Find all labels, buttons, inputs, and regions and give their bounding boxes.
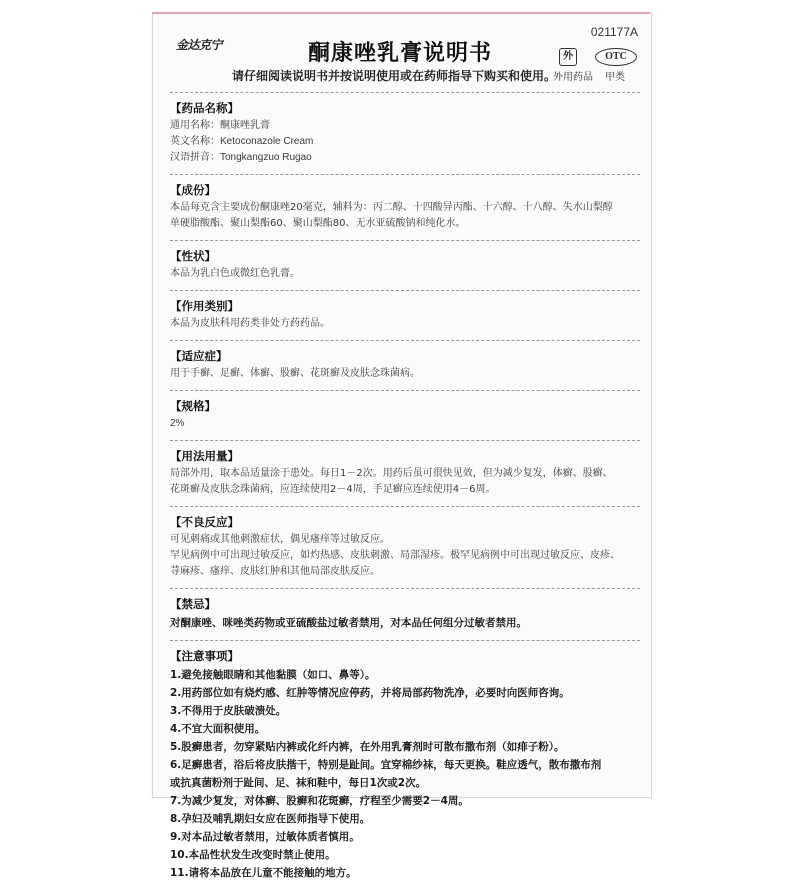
precaution-item: 11.请将本品放在儿童不能接触的地方。 bbox=[170, 867, 357, 879]
document-body bbox=[170, 92, 640, 890]
section-heading: 【作用类别】 bbox=[170, 299, 239, 313]
section-line: 本品为乳白色或微红色乳膏。 bbox=[170, 268, 300, 279]
section-heading: 【禁忌】 bbox=[170, 597, 216, 611]
section-divider bbox=[170, 588, 640, 590]
section-divider bbox=[170, 174, 640, 176]
section-heading: 【注意事项】 bbox=[170, 649, 239, 663]
brand-logo: 金达克宁 bbox=[176, 38, 223, 52]
precaution-item: 10.本品性状发生改变时禁止使用。 bbox=[170, 849, 336, 861]
class-a-label: 甲类 bbox=[605, 72, 625, 83]
precaution-item: 9.对本品过敏者禁用，过敏体质者慎用。 bbox=[170, 831, 360, 843]
section-line: 2% bbox=[170, 418, 185, 429]
section-dosage bbox=[170, 440, 640, 498]
precaution-item: 8.孕妇及哺乳期妇女应在医师指导下使用。 bbox=[170, 813, 371, 825]
precaution-item: 7.为减少复发，对体癣、股癣和花斑癣，疗程至少需要2－4周。 bbox=[170, 795, 469, 807]
precaution-item: 5.股癣患者，勿穿紧贴内裤或化纤内裤，在外用乳膏剂时可散布撒布剂（如痱子粉）。 bbox=[170, 741, 565, 753]
external-use-badge: 外 bbox=[559, 48, 577, 66]
section-divider bbox=[170, 340, 640, 342]
precaution-item: 6.足癣患者，浴后将皮肤揩干，特别是趾间。宜穿棉纱袜，每天更换。鞋应透气，散布撒布剂 bbox=[170, 759, 602, 771]
section-heading: 【规格】 bbox=[170, 399, 216, 413]
section-line: 花斑癣及皮肤念珠菌病，应连续使用2－4周，手足癣应连续使用4－6周。 bbox=[170, 484, 496, 495]
section-divider bbox=[170, 506, 640, 508]
section-heading: 【用法用量】 bbox=[170, 449, 239, 463]
section-line: 本品每克含主要成份酮康唑20毫克，辅料为：丙二醇、十四酸异丙酯、十六醇、十八醇、失水山梨醇 bbox=[170, 202, 613, 213]
section-line: 对酮康唑、咪唑类药物或亚硫酸盐过敏者禁用，对本品任何组分过敏者禁用。 bbox=[170, 617, 527, 629]
otc-badge: OTC bbox=[595, 48, 637, 66]
sheet-top-border bbox=[152, 12, 650, 14]
section-contraindications bbox=[170, 588, 640, 632]
section-divider bbox=[170, 440, 640, 442]
section-line: 罕见病例中可出现过敏反应，如灼热感、皮肤刺激、局部湿疹。极罕见病例中可出现过敏反应、皮疹、 bbox=[170, 550, 620, 561]
precaution-item: 3.不得用于皮肤破溃处。 bbox=[170, 705, 287, 717]
section-description bbox=[170, 240, 640, 282]
section-line: 局部外用，取本品适量涂于患处。每日1－2次。用药后虽可很快见效，但为减少复发，体癣、股癣、 bbox=[170, 468, 613, 479]
section-heading: 【不良反应】 bbox=[170, 515, 239, 529]
section-heading: 【性状】 bbox=[170, 249, 216, 263]
section-line: 用于手癣、足癣、体癣、股癣、花斑癣及皮肤念珠菌病。 bbox=[170, 368, 420, 379]
section-adverse-reactions bbox=[170, 506, 640, 580]
section-line: 单硬脂酸酯、聚山梨酯60、聚山梨酯80、无水亚硫酸钠和纯化水。 bbox=[170, 218, 466, 229]
section-divider bbox=[170, 390, 640, 392]
section-drug-name bbox=[170, 92, 640, 166]
document-code: 021177A bbox=[590, 25, 638, 39]
section-line: 可见刺痛或其他刺激症状，偶见瘙痒等过敏反应。 bbox=[170, 534, 390, 545]
section-line: 英文名称：Ketoconazole Cream bbox=[170, 136, 314, 147]
section-specification bbox=[170, 390, 640, 432]
section-divider bbox=[170, 290, 640, 292]
section-ingredients bbox=[170, 174, 640, 232]
precaution-item: 2.用药部位如有烧灼感、红肿等情况应停药，并将局部药物洗净，必要时向医师咨询。 bbox=[170, 687, 570, 699]
section-line: 通用名称：酮康唑乳膏 bbox=[170, 120, 270, 131]
section-precautions bbox=[170, 640, 640, 882]
section-line: 荨麻疹、瘙痒、皮肤红肿和其他局部皮肤反应。 bbox=[170, 566, 380, 577]
section-line: 汉语拼音：Tongkangzuo Rugao bbox=[170, 152, 312, 163]
section-category bbox=[170, 290, 640, 332]
precaution-item: 1.避免接触眼睛和其他黏膜（如口、鼻等）。 bbox=[170, 669, 376, 681]
section-heading: 【药品名称】 bbox=[170, 101, 239, 115]
precaution-item: 或抗真菌粉剂于趾间、足、袜和鞋中，每日1次或2次。 bbox=[170, 777, 427, 789]
drug-class-badges bbox=[553, 44, 643, 86]
page-title: 酮康唑乳膏说明书 bbox=[307, 41, 492, 66]
section-divider bbox=[170, 240, 640, 242]
section-indications bbox=[170, 340, 640, 382]
section-divider bbox=[170, 640, 640, 642]
page-subtitle: 请仔细阅读说明书并按说明使用或在药师指导下购买和使用。 bbox=[232, 69, 557, 83]
section-heading: 【成份】 bbox=[170, 183, 216, 197]
section-heading: 【适应症】 bbox=[170, 349, 228, 363]
precaution-item: 4.不宜大面积使用。 bbox=[170, 723, 266, 735]
section-divider bbox=[170, 92, 640, 94]
section-line: 本品为皮肤科用药类非处方药药品。 bbox=[170, 318, 330, 329]
external-use-label: 外用药品 bbox=[553, 72, 593, 83]
